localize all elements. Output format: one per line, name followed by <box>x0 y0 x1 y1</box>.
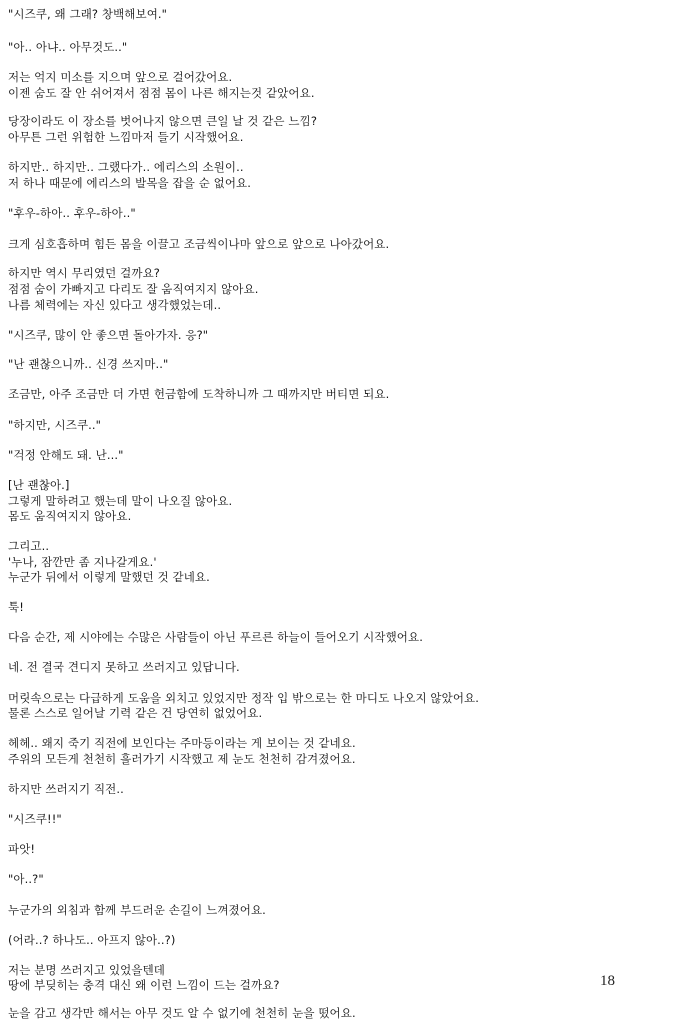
text-line: "걱정 안해도 돼. 난..." <box>8 448 124 462</box>
text-line: "하지만, 시즈쿠.." <box>8 418 102 432</box>
text-line: 물론 스스로 일어날 기력 같은 건 당연히 없었어요. <box>8 706 263 720</box>
text-line: "후우-하아.. 후우-하아.." <box>8 206 136 220</box>
text-line: 그리고.. <box>8 539 50 553</box>
text-line: 그렇게 말하려고 했는데 말이 나오질 않아요. <box>8 494 233 508</box>
text-line: [난 괜찮아.] <box>8 478 70 492</box>
text-line: 다음 순간, 제 시야에는 수많은 사람들이 아닌 푸르른 하늘이 들어오기 시작했어요. <box>8 630 423 644</box>
text-line: 당장이라도 이 장소를 벗어나지 않으면 큰일 날 것 같은 느낌? <box>8 114 318 128</box>
text-line: "시즈쿠, 왜 그래? 창백해보여." <box>8 7 168 21</box>
text-line: 하지만.. 하지만.. 그랬다가.. 에리스의 소원이.. <box>8 160 244 174</box>
text-line: 헤헤.. 왜지 죽기 직전에 보인다는 주마등이라는 게 보이는 것 같네요. <box>8 736 356 750</box>
text-line: 몸도 움직여지지 않아요. <box>8 509 132 523</box>
text-line: 나름 체력에는 자신 있다고 생각했었는데.. <box>8 298 222 312</box>
text-line: 툭! <box>8 600 24 614</box>
text-line: 조금만, 아주 조금만 더 가면 헌금함에 도착하니까 그 때까지만 버티면 되요. <box>8 387 390 401</box>
text-line: 누군가의 외침과 함께 부드러운 손길이 느껴졌어요. <box>8 903 266 917</box>
page-number: 18 <box>600 973 615 989</box>
text-line: 하지만 쓰러지기 직전.. <box>8 782 124 796</box>
text-line: "아.. 아냐.. 아무것도.." <box>8 40 128 54</box>
text-line: "시즈쿠!!" <box>8 812 62 826</box>
text-line: 눈을 감고 생각만 해서는 아무 것도 알 수 없기에 천천히 눈을 떴어요. <box>8 1006 356 1020</box>
text-line: 저는 억지 미소를 지으며 앞으로 걸어갔어요. <box>8 70 233 84</box>
text-line: 저는 분명 쓰러지고 있었을텐데 <box>8 963 165 977</box>
text-line: 머릿속으로는 다급하게 도움을 외치고 있었지만 정작 입 밖으로는 한 마디도 나오지 않았어요. <box>8 691 480 705</box>
text-line: 주위의 모든게 천천히 흘러가기 시작했고 제 눈도 천천히 감겨졌어요. <box>8 752 356 766</box>
text-line: 누군가 뒤에서 이렇게 말했던 것 같네요. <box>8 570 210 584</box>
text-line: 하지만 역시 무리였던 걸까요? <box>8 266 160 280</box>
text-line: (어라..? 하나도.. 아프지 않아..?) <box>8 933 176 947</box>
text-line: 점점 숨이 가빠지고 다리도 잘 움직여지지 않아요. <box>8 282 259 296</box>
text-line: 네. 전 결국 견디지 못하고 쓰러지고 있답니다. <box>8 660 240 674</box>
text-line: 파앗! <box>8 842 36 856</box>
text-line: 이젠 숨도 잘 안 쉬어져서 점점 몸이 나른 해지는것 같았어요. <box>8 86 315 100</box>
text-line: 아무튼 그런 위험한 느낌마저 들기 시작했어요. <box>8 130 244 144</box>
text-line: 땅에 부딪히는 충격 대신 왜 이런 느낌이 드는 걸까요? <box>8 978 280 992</box>
text-line: '누나, 잠깐만 좀 지나갈게요.' <box>8 555 157 569</box>
text-line: "아..?" <box>8 872 44 886</box>
text-line: "시즈쿠, 많이 안 좋으면 돌아가자. 응?" <box>8 328 209 342</box>
text-line: "난 괜찮으니까.. 신경 쓰지마.." <box>8 357 169 371</box>
text-line: 저 하나 때문에 에리스의 발목을 잡을 순 없어요. <box>8 176 252 190</box>
text-line: 크게 심호흡하며 힘든 몸을 이끌고 조금씩이나마 앞으로 앞으로 나아갔어요. <box>8 237 390 251</box>
